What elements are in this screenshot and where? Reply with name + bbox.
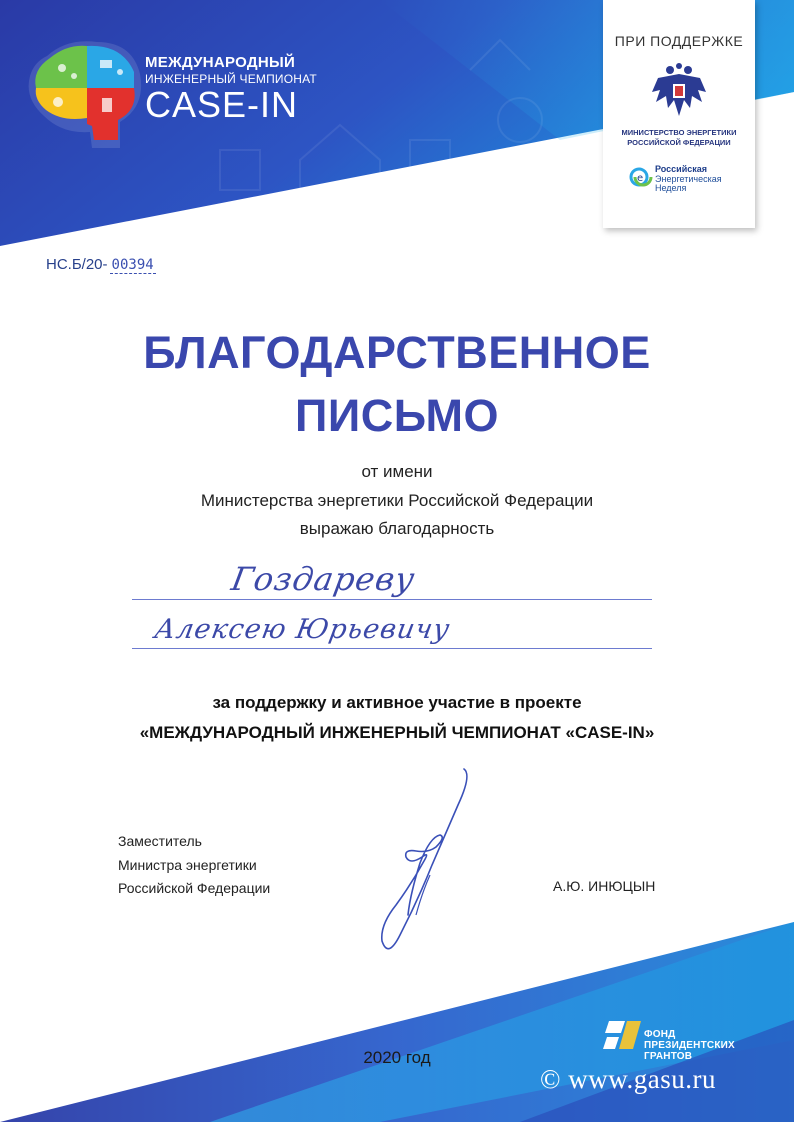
recipient-surname: Гоздареву bbox=[228, 560, 419, 598]
source-watermark: © www.gasu.ru bbox=[540, 1064, 716, 1094]
signatory-position-line-2: Министра энергетики bbox=[118, 856, 257, 873]
support-reason-text: за поддержку и активное участие в проекте bbox=[212, 693, 582, 712]
recipient-name: Алексею Юрьевичу bbox=[152, 614, 453, 645]
fund-line-3: ГРАНТОВ bbox=[644, 1051, 693, 1062]
recipient-surname-rule bbox=[132, 599, 652, 600]
support-title: ПРИ ПОДДЕРЖКЕ bbox=[614, 33, 744, 49]
energy-week-text bbox=[655, 165, 722, 194]
case-in-logo-text bbox=[145, 54, 317, 123]
logo-subtitle-line: ИНЖЕНЕРНЫЙ ЧЕМПИОНАТ bbox=[145, 72, 317, 86]
registration-handwritten-number: 00394 bbox=[111, 257, 154, 273]
brain-icon bbox=[22, 36, 152, 166]
letter-title-line-2: ПИСЬМО bbox=[295, 390, 499, 441]
support-panel bbox=[603, 0, 755, 228]
fund-line-1: ФОНД bbox=[644, 1029, 676, 1040]
eagle-emblem-icon bbox=[650, 62, 708, 118]
logo-title-line: МЕЖДУНАРОДНЫЙ bbox=[145, 54, 296, 71]
signatory-name: А.Ю. ИНЮЦЫН bbox=[553, 878, 656, 894]
fund-line-2: ПРЕЗИДЕНТСКИХ bbox=[644, 1040, 735, 1051]
registration-prefix: НС.Б/20- bbox=[46, 256, 108, 273]
energy-week-line-3: Неделя bbox=[655, 183, 687, 193]
ministry-line-2: РОССИЙСКОЙ ФЕДЕРАЦИИ bbox=[627, 138, 731, 147]
year-text: 2020 год bbox=[363, 1048, 431, 1067]
letter-title-line-1: БЛАГОДАРСТВЕННОЕ bbox=[143, 327, 651, 378]
svg-text:e: e bbox=[637, 173, 644, 184]
energy-week-logo-icon bbox=[629, 164, 653, 190]
ministry-name bbox=[603, 128, 755, 148]
signatory-position-line-1: Заместитель bbox=[118, 833, 202, 849]
signatory-position-line-3: Российской Федерации bbox=[118, 880, 271, 896]
recipient-name-rule bbox=[132, 648, 652, 649]
energy-week-line-1: Российская bbox=[655, 164, 708, 174]
ministry-text: Министерства энергетики Российской Федерации bbox=[200, 491, 594, 510]
ministry-line-1: МИНИСТЕРСТВО ЭНЕРГЕТИКИ bbox=[621, 128, 737, 137]
registration-number bbox=[46, 256, 156, 273]
energy-week-line-2: Энергетическая bbox=[655, 173, 722, 184]
presidential-grants-fund-logo-icon bbox=[603, 1017, 643, 1053]
signatory-position bbox=[118, 830, 270, 901]
from-text: от имени bbox=[361, 462, 433, 481]
project-name-text: «МЕЖДУНАРОДНЫЙ ИНЖЕНЕРНЫЙ ЧЕМПИОНАТ «CASE-IN» bbox=[139, 723, 655, 742]
presidential-grants-fund-text bbox=[644, 1029, 735, 1062]
gratitude-text: выражаю благодарность bbox=[299, 519, 495, 538]
logo-brand-line: CASE-IN bbox=[145, 84, 299, 125]
